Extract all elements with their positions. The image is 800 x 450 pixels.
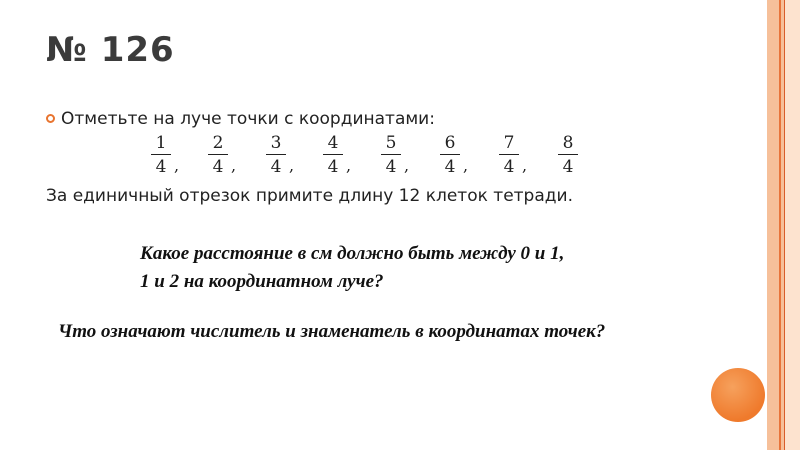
fraction bbox=[557, 134, 579, 176]
fraction-numerator: 2 bbox=[212, 133, 224, 153]
fraction-numerator: 6 bbox=[444, 133, 456, 153]
question-distance-line1: Какое расстояние в см должно быть между 0 и 1, bbox=[140, 243, 565, 264]
fraction-numerator: 3 bbox=[270, 133, 282, 153]
fraction-numerator: 8 bbox=[562, 133, 574, 153]
fraction-separator: , bbox=[404, 156, 410, 175]
fraction-bar bbox=[381, 154, 401, 155]
fraction-separator: , bbox=[522, 156, 528, 175]
fraction-denominator: 4 bbox=[385, 157, 397, 177]
fraction-denominator: 4 bbox=[270, 157, 282, 177]
fraction-separator: , bbox=[289, 156, 295, 175]
fraction-numerator: 5 bbox=[385, 133, 397, 153]
fraction bbox=[380, 133, 410, 177]
task-line bbox=[46, 109, 435, 129]
question-numerator-denominator: Что означают числитель и знаменатель в координатах точек? bbox=[58, 321, 606, 342]
fraction-denominator: 4 bbox=[212, 157, 224, 177]
fraction-bar bbox=[440, 154, 460, 155]
fraction bbox=[265, 133, 295, 177]
fraction-denominator: 4 bbox=[155, 157, 167, 177]
fraction bbox=[207, 133, 237, 177]
fraction-numerator: 7 bbox=[503, 133, 515, 153]
fraction-separator: , bbox=[231, 156, 237, 175]
fraction bbox=[498, 133, 528, 177]
fraction-denominator: 4 bbox=[327, 157, 339, 177]
question-distance-line2: 1 и 2 на координатном луче? bbox=[140, 271, 384, 292]
fraction-numerator: 1 bbox=[155, 133, 167, 153]
fraction-denominator: 4 bbox=[562, 157, 574, 177]
slide-title: № 126 bbox=[46, 30, 175, 70]
question-distance bbox=[140, 240, 564, 296]
unit-segment-text: За единичный отрезок примите длину 12 клеток тетради. bbox=[46, 186, 573, 206]
fraction-bar bbox=[558, 154, 578, 155]
fraction bbox=[322, 133, 352, 177]
fraction-bar bbox=[323, 154, 343, 155]
fraction-numerator: 4 bbox=[327, 133, 339, 153]
fraction-separator: , bbox=[463, 156, 469, 175]
bullet-icon bbox=[46, 114, 55, 123]
decorative-band-inner bbox=[785, 0, 800, 450]
fraction-bar bbox=[266, 154, 286, 155]
fraction bbox=[150, 133, 180, 177]
fraction bbox=[439, 133, 469, 177]
fraction-bar bbox=[151, 154, 171, 155]
fraction-separator: , bbox=[174, 156, 180, 175]
fraction-separator: , bbox=[346, 156, 352, 175]
fraction-bar bbox=[499, 154, 519, 155]
decorative-orange-circle bbox=[711, 368, 765, 422]
fraction-denominator: 4 bbox=[444, 157, 456, 177]
fraction-bar bbox=[208, 154, 228, 155]
task-text: Отметьте на луче точки с координатами: bbox=[61, 109, 435, 129]
decorative-band-line bbox=[779, 0, 781, 450]
fraction-denominator: 4 bbox=[503, 157, 515, 177]
